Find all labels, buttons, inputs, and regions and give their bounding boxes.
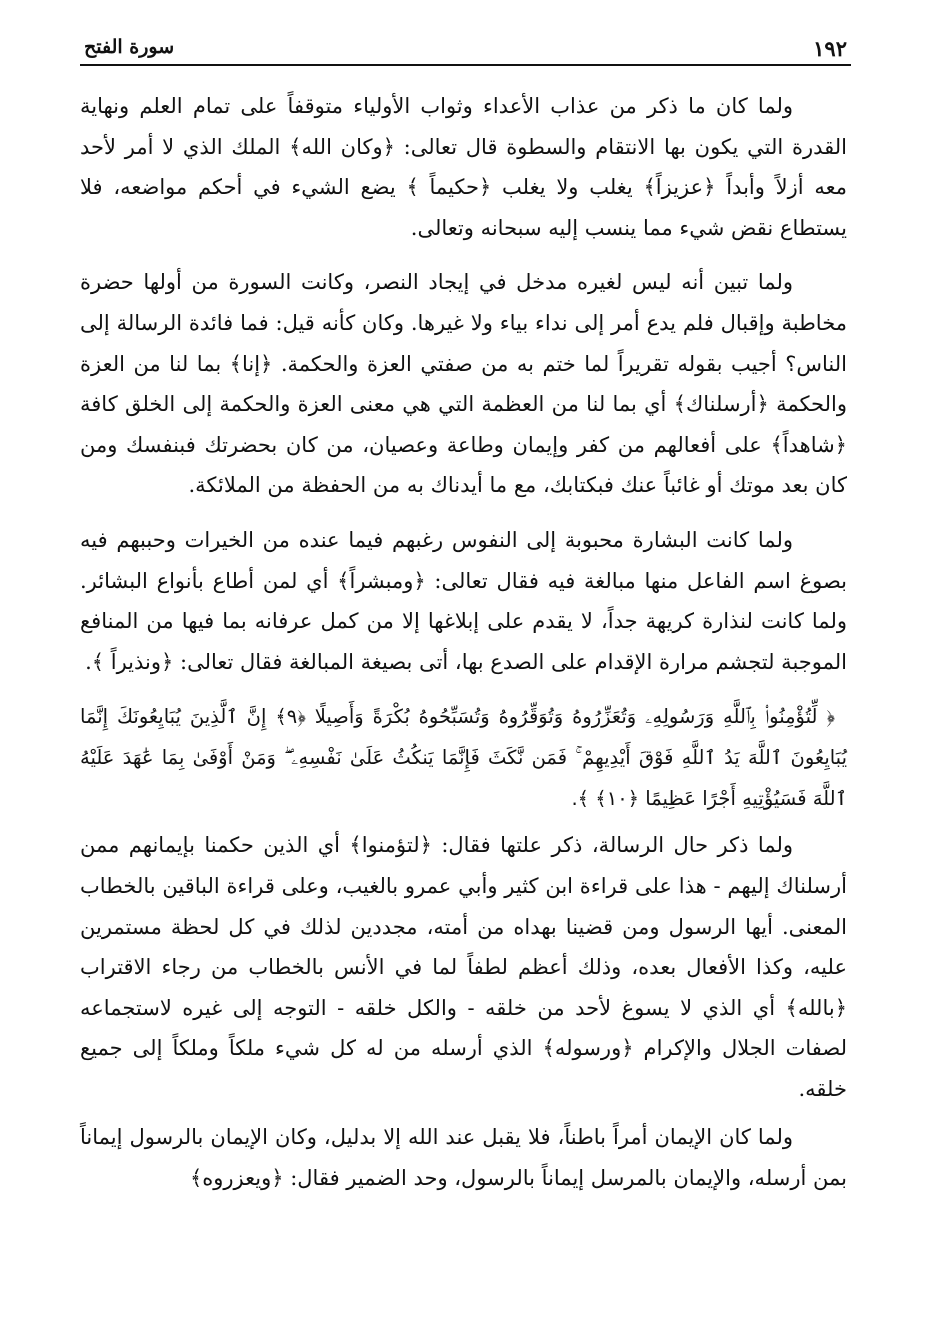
surah-title: سورة الفتح: [84, 36, 175, 58]
paragraph-3: ولما كانت البشارة محبوبة إلى النفوس رغبهم فيما عنده من الخيرات وحببهم فيه بصوغ اسم الفاعل منها مبالغة فيه فقال تعالى: ﴿ومبشراً﴾ أي لمن أطاع بأنواع البشائر. ولما كانت لنذارة كريهة جداً، لا يقدم على إبلاغها إلا من كمل عرفانه بما فيها من المنافع الموجبة لتجشم مرارة الإقدام على الصدع بها، أتى بصيغة المبالغة فقال تعالى: ﴿ونذيراً ﴾.: [80, 527, 848, 674]
paragraph-4: ولما ذكر حال الرسالة، ذكر علتها فقال: ﴿لتؤمنوا﴾ أي الذين حكمنا بإيمانهم ممن أرسلناك إليهم - هذا على قراءة ابن كثير وأبي عمرو بالغيب، وعلى قراءة الباقين بالخطاب المعنى. أيها الرسول ومن قضينا بهداه من أمته، مجددين لذلك في كل لحظة مستمرين عليه، وكذا الأفعال بعده، وذلك أعظم لطفاً لما في الأنس بالخطاب من رجاء الاقتراب ﴿بالله﴾ أي الذي لا يسوغ لأحد من خلقه - والكل خلقه - التوجه إلى غيره لاستجماعه لصفات الجلال والإكرام ﴿ورسوله﴾ الذي أرسله من له كل شيء ملكاً وملكاً إلى جميع خلقه.: [80, 833, 847, 1101]
quran-verse-block: [80, 696, 847, 819]
paragraph-1: ولما كان ما ذكر من عذاب الأعداء وثواب الأولياء متوقفاً على تمام العلم ونهاية القدرة التي يكون بها الانتقام والسطوة قال تعالى: ﴿وكان الله﴾ الملك الذي لا أمر لأحد معه أزلاً وأبداً ﴿عزيزاً﴾ يغلب ولا يغلب ﴿حكيماً ﴾ يضع الشيء في أحكم مواضعه، فلا يستطاع نقض شيء مما ينسب إليه سبحانه وتعالى.: [80, 94, 847, 240]
page-number: ١٩٢: [813, 36, 847, 61]
paragraph-2: ولما تبين أنه ليس لغيره مدخل في إيجاد النصر، وكانت السورة من أولها حضرة مخاطبة وإقبال فلم يدع أمر إلى نداء بياء ولا غيرها. وكان كأنه قيل: فما فائدة الرسالة إلى الناس؟ أجيب بقوله تقريراً لما ختم به من صفتي العزة والحكمة. ﴿إنا﴾ بما لنا من العزة والحكمة ﴿أرسلناك﴾ أي بما لنا من العظمة التي هي معنى العزة والحكمة إلى الخلق كافة ﴿شاهداً﴾ على أفعالهم من كفر وإيمان وطاعة وعصيان، من كان بحضرتك فبنفسك ومن كان بعد موتك أو غائباً عنك فبكتابك، مع ما أيدناك به من الحفظة من الملائكة.: [80, 270, 847, 498]
quran-verse-text: ﴿ لِّتُؤْمِنُوا۟ بِٱللَّهِ وَرَسُولِهِۦ وَتُعَزِّرُوهُ وَتُوَقِّرُوهُ وَتُسَبِّحُوهُ بُكْرَةً وَأَصِيلًا ﴿٩﴾ إِنَّ ٱلَّذِينَ يُبَايِعُونَكَ إِنَّمَا يُبَايِعُونَ ٱللَّهَ يَدُ ٱللَّهِ فَوْقَ أَيْدِيهِمْ ۚ فَمَن نَّكَثَ فَإِنَّمَا يَنكُثُ عَلَىٰ نَفْسِهِۦ ۖ وَمَنْ أَوْفَىٰ بِمَا عَٰهَدَ عَلَيْهُ ٱللَّهَ فَسَيُؤْتِيهِ أَجْرًا عَظِيمًا ﴿١٠﴾ ﴾.: [80, 705, 847, 811]
page-body: [80, 86, 847, 1213]
page-header: [80, 30, 851, 66]
paragraph-5: ولما كان الإيمان أمراً باطناً، فلا يقبل عند الله إلا بدليل، وكان الإيمان بالرسول إيماناً بمن أرسله، والإيمان بالمرسل إيماناً بالرسول، وحد الضمير فقال: ﴿ويعزروه﴾: [80, 1125, 847, 1191]
